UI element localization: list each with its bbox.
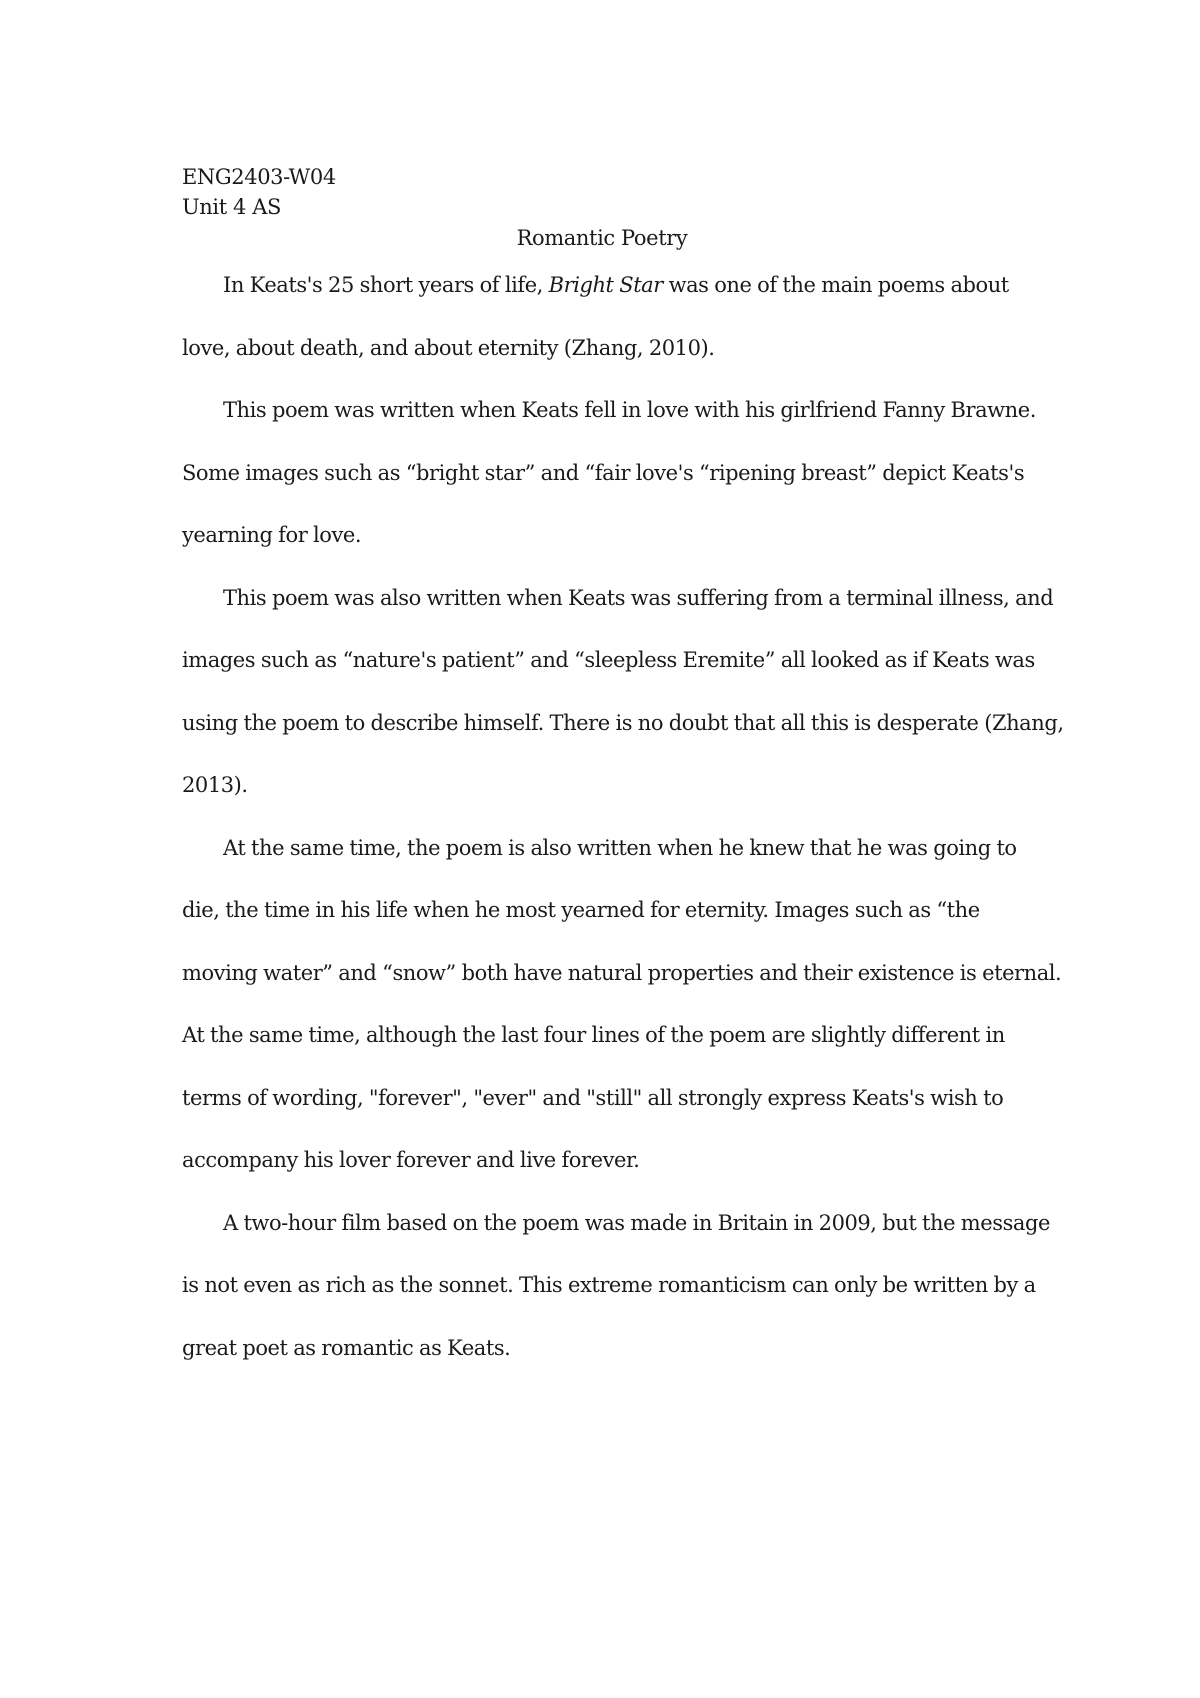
paragraph-line: terms of wording, "forever", "ever" and "still" all strongly express Keats's wish to — [182, 1085, 1004, 1110]
paragraph-line: 2013). — [182, 773, 248, 797]
paragraph-line: At the same time, although the last four lines of the poem are slightly different in — [182, 1023, 1005, 1047]
paragraph-line: This poem was also written when Keats was suffering from a terminal illness, and — [223, 585, 1054, 610]
paragraph-line: yearning for love. — [182, 523, 362, 547]
paragraph-line: images such as “nature's patient” and “sleepless Eremite” all looked as if Keats was — [182, 648, 1035, 672]
paragraph-4 — [182, 817, 1062, 1192]
document-header — [182, 162, 1022, 222]
paragraph-line: using the poem to describe himself. There is no doubt that all this is desperate (Zhang, — [182, 710, 1064, 735]
unit-label: Unit 4 AS — [182, 195, 282, 219]
paragraph-line: Some images such as “bright star” and “fair love's “ripening breast” depict Keats's — [182, 460, 1025, 485]
paragraph-line: is not even as rich as the sonnet. This extreme romanticism can only be written by a — [182, 1273, 1036, 1297]
paragraph-line: A two-hour film based on the poem was made in Britain in 2009, but the message — [223, 1210, 1050, 1235]
paragraph-1 — [182, 254, 1028, 379]
paragraph-line: great poet as romantic as Keats. — [182, 1335, 511, 1360]
paragraph-line: At the same time, the poem is also written when he knew that he was going to — [223, 835, 1017, 860]
paragraph-line: love, about death, and about eternity (Zhang, 2010). — [182, 335, 715, 360]
paragraph-2 — [182, 379, 1036, 567]
paragraph-line: accompany his lover forever and live forever. — [182, 1148, 640, 1172]
poem-title: Bright Star — [548, 273, 663, 297]
paragraph-line — [182, 254, 1028, 317]
text-run: In Keats's 25 short years of life, — [223, 273, 549, 297]
document-title: Romantic Poetry — [516, 226, 688, 250]
document-body — [182, 254, 1064, 1379]
text-run: was one of the main poems about — [662, 273, 1009, 297]
paragraph-5 — [182, 1192, 1050, 1380]
paragraph-line: moving water” and “snow” both have natural properties and their existence is eternal. — [182, 960, 1062, 985]
paragraph-3 — [182, 567, 1064, 817]
paragraph-line: This poem was written when Keats fell in love with his girlfriend Fanny Brawne. — [223, 398, 1036, 422]
paragraph-line: die, the time in his life when he most yearned for eternity. Images such as “the — [182, 898, 980, 922]
course-code: ENG2403-W04 — [182, 165, 336, 189]
